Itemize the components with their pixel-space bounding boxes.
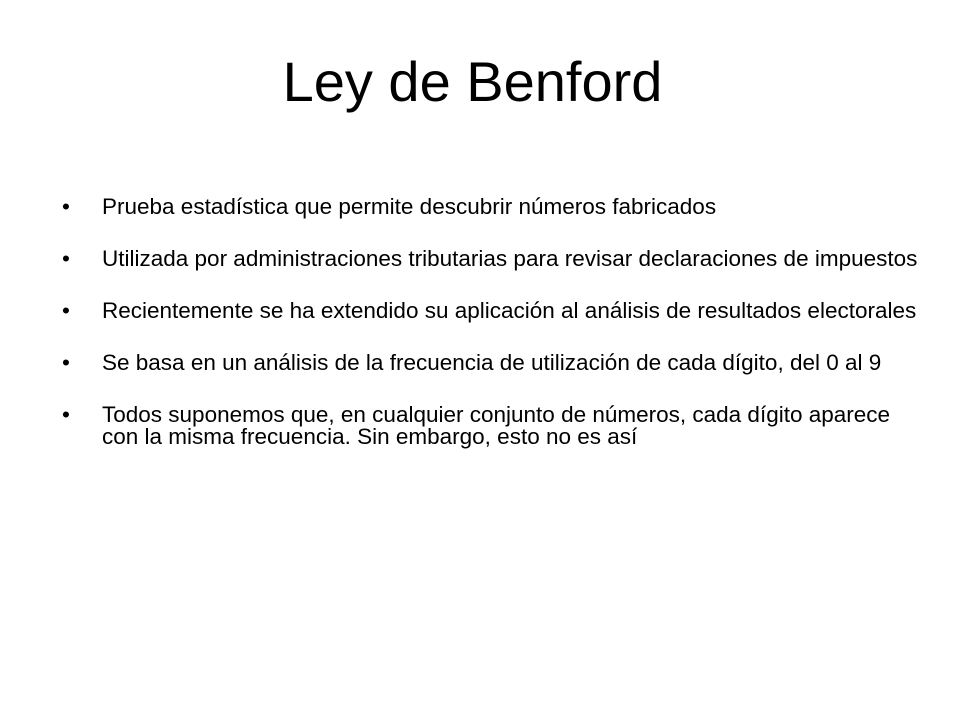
- bullet-item: [62, 196, 922, 218]
- bullet-text: Utilizada por administraciones tributarias para revisar declaraciones de impuestos: [102, 246, 918, 271]
- bullet-icon: •: [62, 194, 70, 219]
- bullet-icon: •: [62, 246, 70, 271]
- bullet-icon: •: [62, 402, 70, 427]
- bullet-item: [62, 404, 922, 448]
- bullet-text: Recientemente se ha extendido su aplicación al análisis de resultados electorales: [102, 298, 917, 323]
- bullet-text: Se basa en un análisis de la frecuencia de utilización de cada dígito, del 0 al 9: [102, 350, 882, 375]
- bullet-icon: •: [62, 298, 70, 323]
- bullet-icon: •: [62, 350, 70, 375]
- bullet-item: [62, 300, 922, 322]
- bullet-text: Todos suponemos que, en cualquier conjunto de números, cada dígito aparece con la misma frecuencia. Sin embargo, esto no es así: [102, 402, 891, 449]
- slide-title: Ley de Benford: [282, 50, 663, 113]
- bullet-list: [62, 196, 922, 478]
- bullet-text: Prueba estadística que permite descubrir números fabricados: [102, 194, 717, 219]
- bullet-item: [62, 352, 922, 374]
- bullet-item: [62, 248, 922, 270]
